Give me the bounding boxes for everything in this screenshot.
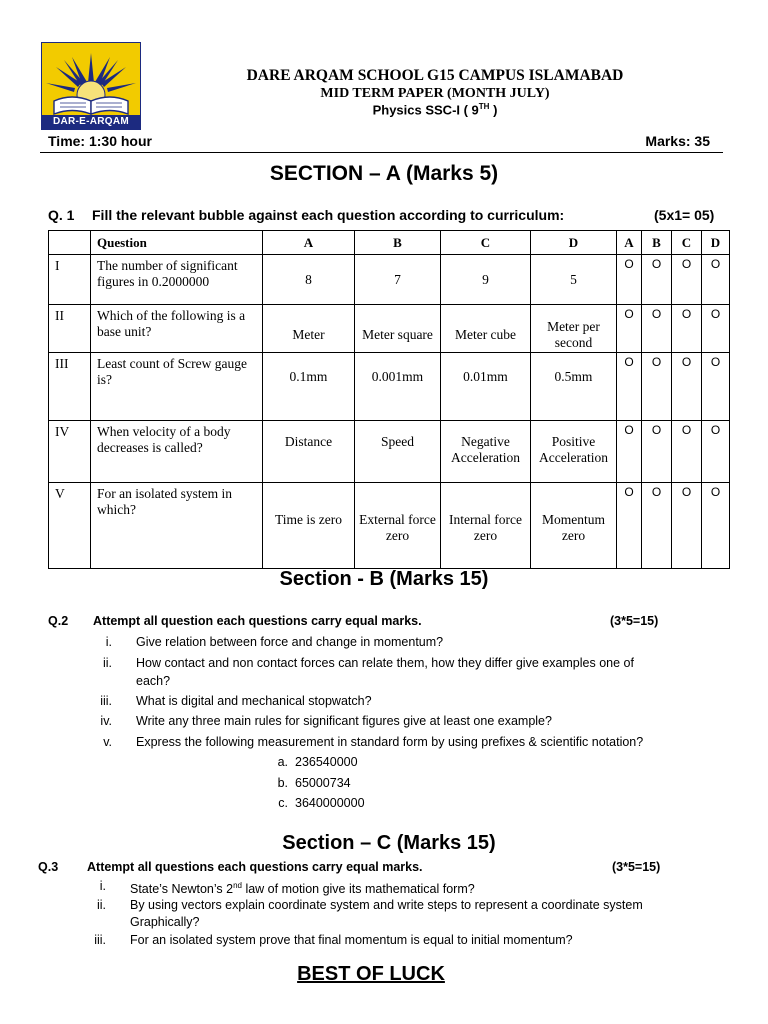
sub-item-letter: a. (277, 755, 288, 769)
q3-marks: (3*5=15) (612, 860, 661, 874)
sub-item-value: 65000734 (295, 776, 351, 790)
section-a-title: SECTION – A (Marks 5) (269, 162, 499, 185)
bubble-c[interactable]: O (672, 483, 702, 569)
row-number: I (49, 255, 91, 305)
option-b: 0.001mm (355, 353, 441, 421)
bubble-a[interactable]: O (617, 353, 642, 421)
header-cell-num (49, 231, 91, 255)
header-cell-c: C (441, 231, 531, 255)
logo-text: DAR-E-ARQAM (42, 115, 140, 129)
item-text: How contact and non contact forces can relate them, how they differ give examples one of (136, 656, 634, 670)
bubble-b[interactable]: O (642, 255, 672, 305)
option-d: 5 (531, 255, 617, 305)
option-d: Momentum zero (531, 483, 617, 569)
item-text: Express the following measurement in standard form by using prefixes & scientific notation? (136, 735, 644, 749)
header-bubble-d: D (702, 231, 730, 255)
bubble-c[interactable]: O (672, 421, 702, 483)
q1-marks: (5x1= 05) (654, 207, 715, 223)
header-divider (40, 152, 723, 153)
subject-superscript: TH (478, 102, 490, 111)
sub-item-value: 3640000000 (295, 796, 365, 810)
option-a: Time is zero (263, 483, 355, 569)
time-allowed: Time: 1:30 hour (48, 133, 152, 149)
row-number: II (49, 305, 91, 353)
table-header-row (49, 231, 730, 255)
header-cell-b: B (355, 231, 441, 255)
bubble-a[interactable]: O (617, 255, 642, 305)
item-superscript: nd (233, 881, 242, 890)
item-text: By using vectors explain coordinate system and write steps to represent a coordinate system (130, 898, 643, 912)
option-c: Internal force zero (441, 483, 531, 569)
table-row (49, 483, 730, 569)
item-number: i. (105, 635, 112, 649)
school-logo (41, 42, 141, 130)
q2-marks: (3*5=15) (610, 614, 659, 628)
best-of-luck: BEST OF LUCK (297, 963, 445, 985)
row-number: III (49, 353, 91, 421)
total-marks: Marks: 35 (645, 133, 710, 149)
bubble-d[interactable]: O (702, 483, 730, 569)
option-a: Meter (263, 305, 355, 353)
bubble-b[interactable]: O (642, 305, 672, 353)
bubble-c[interactable]: O (672, 305, 702, 353)
item-number: iv. (100, 714, 112, 728)
header-cell-question: Question (91, 231, 263, 255)
subject-text: Physics SSC-I ( 9 (372, 102, 479, 118)
bubble-d[interactable]: O (702, 305, 730, 353)
sub-item-letter: c. (278, 796, 288, 810)
option-b: Meter square (355, 305, 441, 353)
q1-number: Q. 1 (48, 207, 75, 223)
option-a: 0.1mm (263, 353, 355, 421)
item-text-continued: each? (136, 674, 171, 688)
bubble-b[interactable]: O (642, 483, 672, 569)
bubble-d[interactable]: O (702, 353, 730, 421)
table-row (49, 305, 730, 353)
item-text: For an isolated system prove that final momentum is equal to initial momentum? (130, 933, 573, 947)
header-cell-d: D (531, 231, 617, 255)
item-number: iii. (94, 933, 106, 947)
section-b-title: Section - B (Marks 15) (279, 568, 489, 590)
bubble-d[interactable]: O (702, 255, 730, 305)
header-bubble-c: C (672, 231, 702, 255)
subject-suffix: ) (489, 102, 498, 118)
option-d: Positive Acceleration (531, 421, 617, 483)
sub-item-value: 236540000 (295, 755, 358, 769)
q2-number: Q.2 (48, 614, 69, 628)
item-number: ii. (102, 656, 112, 670)
item-number: ii. (96, 898, 106, 912)
paper-title: MID TERM PAPER (MONTH JULY) (320, 86, 550, 101)
item-text: Give relation between force and change in momentum? (136, 635, 444, 649)
row-question: For an isolated system in which? (91, 483, 263, 569)
sub-item-letter: b. (277, 776, 288, 790)
section-c-title: Section – C (Marks 15) (282, 832, 496, 854)
q1-text: Fill the relevant bubble against each question according to curriculum: (92, 207, 565, 223)
option-b: External force zero (355, 483, 441, 569)
item-text: Write any three main rules for significant figures give at least one example? (136, 714, 552, 728)
item-number: i. (99, 879, 106, 893)
item-text-end: law of motion give its mathematical form? (241, 882, 475, 897)
subject-line (150, 102, 720, 117)
item-text (130, 877, 475, 898)
header-bubble-b: B (642, 231, 672, 255)
school-name: DARE ARQAM SCHOOL G15 CAMPUS ISLAMABAD (246, 67, 624, 84)
row-number: V (49, 483, 91, 569)
item-number: iii. (100, 694, 112, 708)
option-c: Meter cube (441, 305, 531, 353)
item-text-continued: Graphically? (130, 915, 200, 929)
option-a: 8 (263, 255, 355, 305)
bubble-a[interactable]: O (617, 421, 642, 483)
option-c: 9 (441, 255, 531, 305)
bubble-b[interactable]: O (642, 421, 672, 483)
item-text: What is digital and mechanical stopwatch? (136, 694, 372, 708)
option-a: Distance (263, 421, 355, 483)
bubble-a[interactable]: O (617, 483, 642, 569)
bubble-b[interactable]: O (642, 353, 672, 421)
item-number: v. (103, 735, 112, 749)
table-row (49, 255, 730, 305)
option-d: Meter per second (531, 305, 617, 353)
row-question: Which of the following is a base unit? (91, 305, 263, 353)
q2-text: Attempt all question each questions carry equal marks. (93, 614, 422, 628)
header-cell-a: A (263, 231, 355, 255)
option-b: 7 (355, 255, 441, 305)
q1-instruction (48, 207, 564, 223)
option-d: 0.5mm (531, 353, 617, 421)
bubble-a[interactable]: O (617, 305, 642, 353)
bubble-c[interactable]: O (672, 255, 702, 305)
row-question: When velocity of a body decreases is called? (91, 421, 263, 483)
q3-text: Attempt all questions each questions carry equal marks. (87, 860, 423, 874)
row-question: The number of significant figures in 0.2000000 (91, 255, 263, 305)
row-question: Least count of Screw gauge is? (91, 353, 263, 421)
option-b: Speed (355, 421, 441, 483)
option-c: 0.01mm (441, 353, 531, 421)
bubble-d[interactable]: O (702, 421, 730, 483)
q3-number: Q.3 (38, 860, 59, 874)
header-bubble-a: A (617, 231, 642, 255)
mcq-table (48, 230, 730, 569)
option-c: Negative Acceleration (441, 421, 531, 483)
row-number: IV (49, 421, 91, 483)
table-row (49, 421, 730, 483)
table-row (49, 353, 730, 421)
bubble-c[interactable]: O (672, 353, 702, 421)
item-text-start: State’s Newton’s 2 (130, 882, 234, 897)
